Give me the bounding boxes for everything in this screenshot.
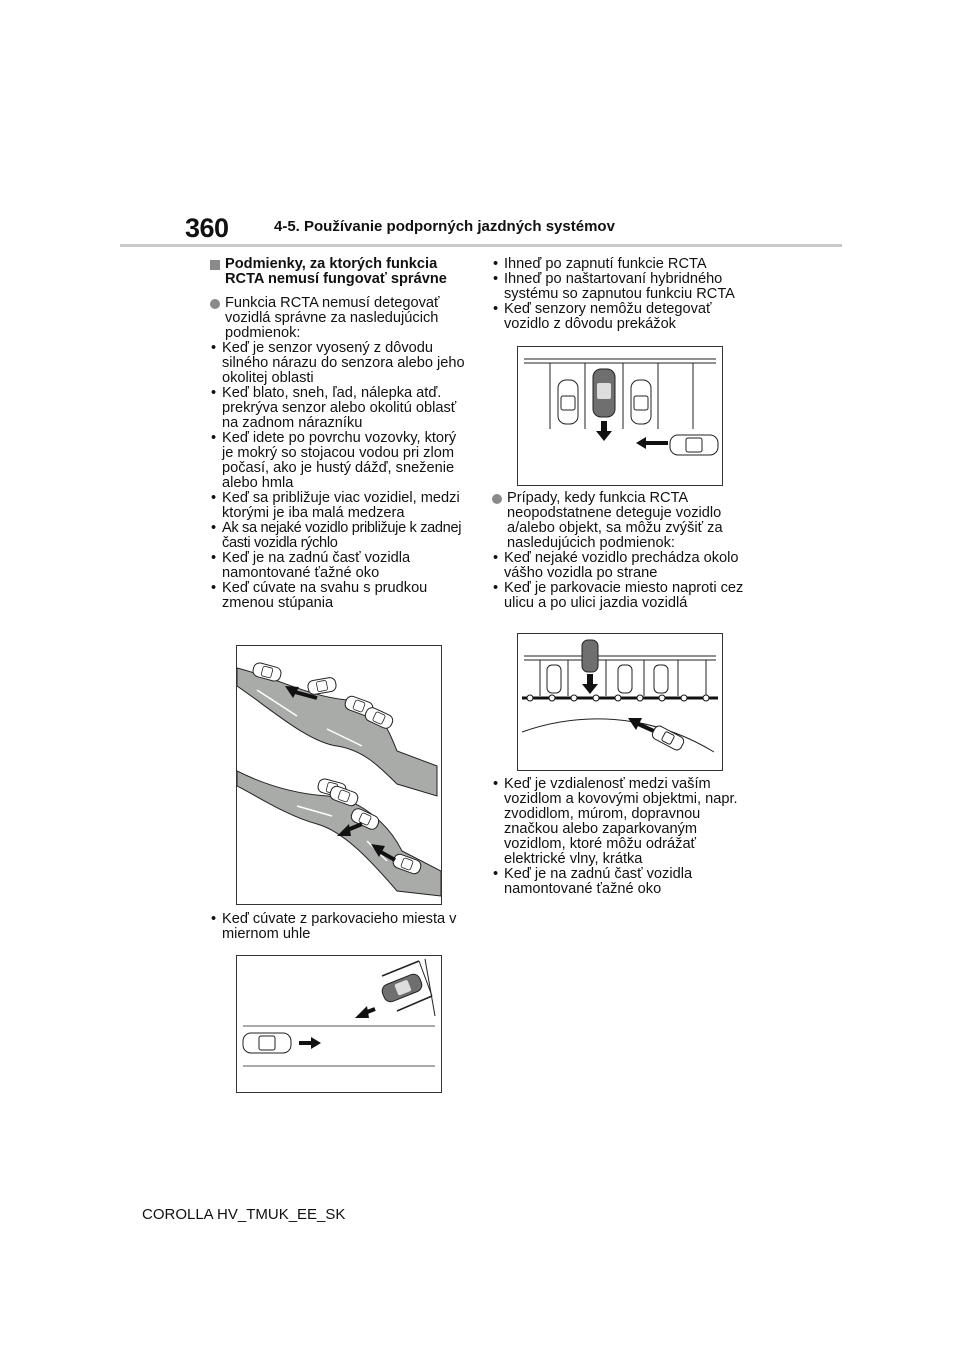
- left-column: [210, 257, 465, 611]
- circle-bullet-icon: [210, 299, 220, 309]
- footer-model: COROLLA HV_TMUK_EE_SK: [142, 1206, 346, 1223]
- header-rule: [120, 244, 842, 247]
- left-bullet-after-figure: [210, 912, 465, 942]
- list-item: • Keď blato, sneh, ľad, nálepka atď. prekrýva senzor alebo okolitú oblasť na zadnom nárazníku: [210, 386, 465, 431]
- chapter-title: 4-5. Používanie podporných jazdných systémov: [274, 218, 615, 235]
- list-item: • Keď sa približuje viac vozidiel, medzi ktorými je iba malá medzera: [210, 491, 465, 521]
- section-heading: [210, 257, 465, 287]
- list-item: • Keď je parkovacie miesto naproti cez ulicu a po ulici jazdia vozidlá: [492, 581, 752, 611]
- right-column-bottom: [492, 777, 752, 897]
- list-item: • Keď cúvate na svahu s prudkou zmenou stúpania: [210, 581, 465, 611]
- subsection-intro-text: Prípady, kedy funkcia RCTA neopodstatnene deteguje vozidlo a/alebo objekt, sa môžu zvýšiť za nasledujúcich podmienok:: [507, 490, 723, 551]
- subsection-intro: [492, 491, 752, 551]
- list-item: • Keď senzory nemôžu detegovať vozidlo z dôvodu prekážok: [492, 302, 749, 332]
- circle-bullet-icon: [492, 494, 502, 504]
- angled-parking-illustration: [236, 955, 442, 1093]
- subsection-intro-text: Funkcia RCTA nemusí detegovať vozidlá správne za nasledujúcich podmienok:: [225, 295, 440, 341]
- parking-obstruction-illustration: [517, 346, 723, 486]
- subsection-intro: [210, 296, 465, 341]
- list-item: • Ak sa nejaké vozidlo približuje k zadnej časti vozidla rýchlo: [210, 521, 465, 551]
- square-bullet-icon: [210, 260, 220, 270]
- street-parking-illustration: [517, 633, 723, 771]
- list-item: • Keď je na zadnú časť vozidla namontované ťažné oko: [210, 551, 465, 581]
- list-item: • Keď nejaké vozidlo prechádza okolo vášho vozidla po strane: [492, 551, 752, 581]
- list-item: • Ihneď po naštartovaní hybridného systému so zapnutou funkciu RCTA: [492, 272, 749, 302]
- page-number: 360: [185, 213, 229, 243]
- list-item: • Keď cúvate z parkovacieho miesta v miernom uhle: [210, 912, 465, 942]
- slope-illustration: [236, 645, 442, 905]
- list-item: • Keď je na zadnú časť vozidla namontované ťažné oko: [492, 867, 752, 897]
- list-item: • Keď je vzdialenosť medzi vaším vozidlom a kovovými objektmi, napr. zvodidlom, múrom, dopravnou značkou alebo zaparkovaným vozidlom, ktoré môžu odrážať elektrické vlny, krátka: [492, 777, 752, 867]
- list-item: • Keď je senzor vyosený z dôvodu silného nárazu do senzora alebo jeho okolitej oblasti: [210, 341, 465, 386]
- list-item: • Keď idete po povrchu vozovky, ktorý je mokrý so stojacou vodou pri zlom počasí, ako je hustý dážď, sneženie alebo hmla: [210, 431, 465, 491]
- list-item: • Ihneď po zapnutí funkcie RCTA: [492, 257, 749, 272]
- section-heading-text: Podmienky, za ktorých funkcia RCTA nemusí fungovať správne: [225, 256, 447, 287]
- right-column-top: [492, 257, 749, 332]
- condition-list: [210, 341, 465, 611]
- right-column-mid: [492, 491, 752, 611]
